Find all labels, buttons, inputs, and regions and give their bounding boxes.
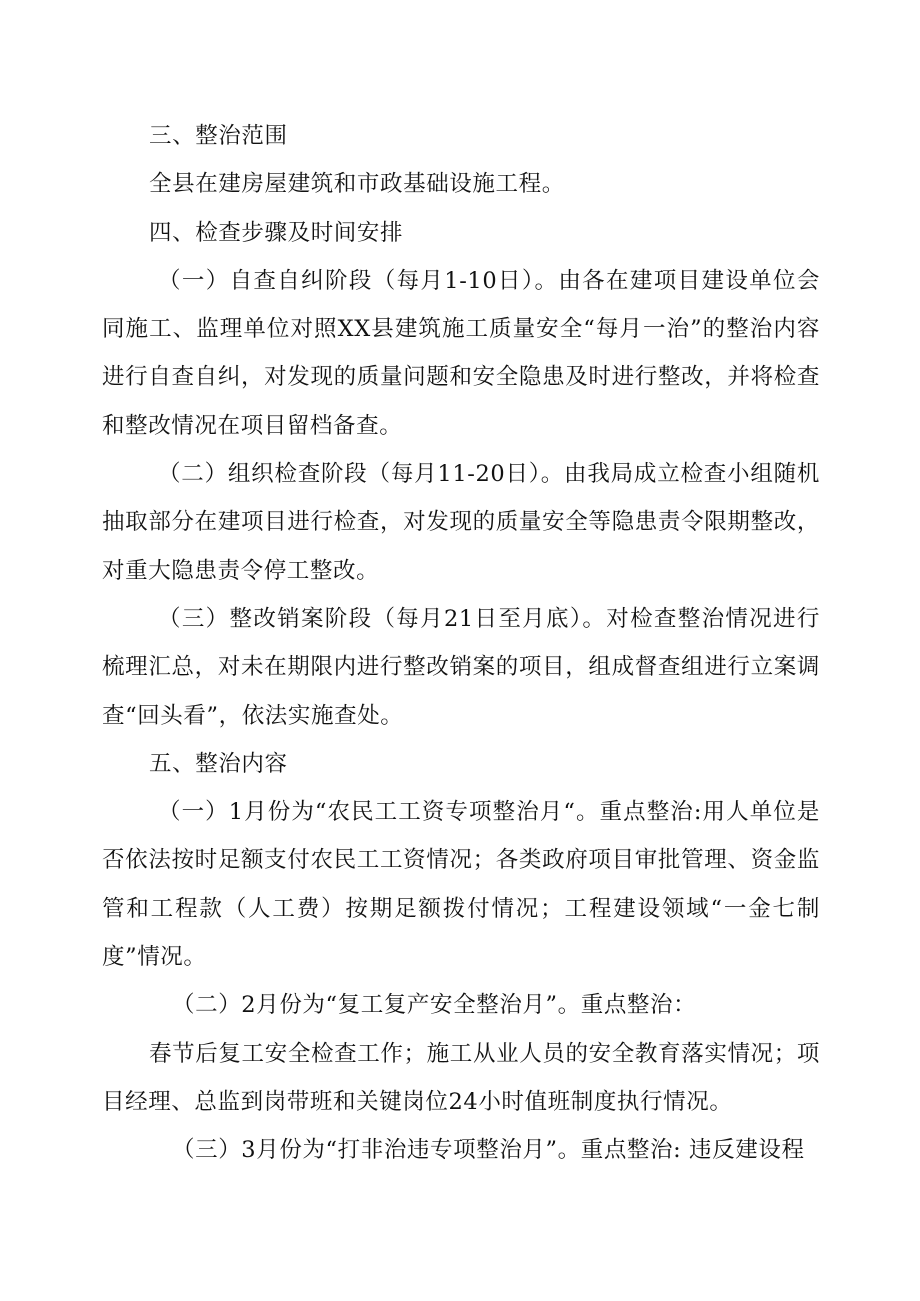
section-heading-steps: 四、检查步骤及时间安排: [149, 219, 404, 246]
paragraph-content-mar: （三）3月份为“打非治违专项整治月”。重点整治: 违反建设程: [172, 1137, 805, 1164]
section-heading-content: 五、整治内容: [149, 750, 288, 777]
paragraph-content-feb-heading: （二）2月份为“复工复产安全整治月”。重点整治：: [172, 992, 697, 1019]
paragraph-step-3: （三）整改销案阶段（每月21日至月底）。对检查整治情况进行梳理汇总，对未在期限内进行整改销案的项目，组成督查组进行立案调查“回头看”，依法实施查处。: [102, 605, 820, 729]
paragraph-step-2: （二）组织检查阶段（每月11-20日）。由我局成立检查小组随机抽取部分在建项目进行检查，对发现的质量安全等隐患责令限期整改，对重大隐患责令停工整改。: [102, 461, 820, 584]
section-heading-scope: 三、整治范围: [149, 123, 288, 149]
paragraph-content-feb-detail: 春节后复工安全检查工作；施工从业人员的安全教育落实情况；项目经理、总监到岗带班和关键岗位24小时值班制度执行情况。: [102, 1040, 820, 1115]
paragraph-step-1: （一）自查自纠阶段（每月1-10日）。由各在建项目建设单位会同施工、监理单位对照XX县建筑施工质量安全“每月一治”的整治内容进行自查自纠，对发现的质量问题和安全隐患及时进行整改，并将检查和整改情况在项目留档备查。: [102, 267, 820, 439]
document-body: [102, 112, 820, 1175]
paragraph-scope: 全县在建房屋建筑和市政基础设施工程。: [149, 171, 565, 198]
paragraph-content-jan: （一）1月份为“农民工工资专项整治月“。重点整治:用人单位是否依法按时足额支付农民工工资情况；各类政府项目审批管理、资金监管和工程款（人工费）按期足额拨付情况；工程建设领域“一金七制度”情况。: [102, 799, 820, 971]
